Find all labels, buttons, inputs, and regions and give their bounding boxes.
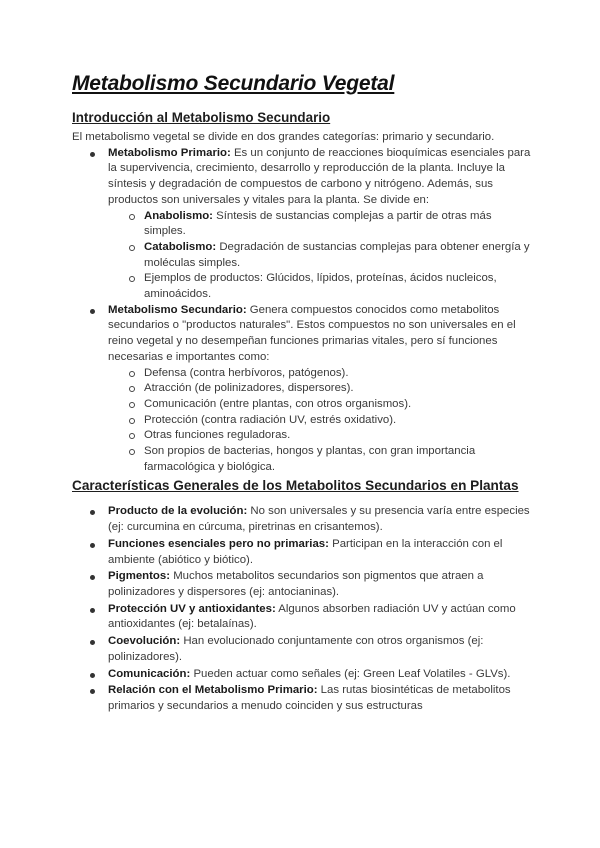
term-label: Producto de la evolución: — [108, 505, 248, 518]
term-label: Protección UV y antioxidantes: — [108, 602, 276, 615]
term-text: Síntesis de sustancias complejas a partir de otras más simples. — [144, 209, 492, 238]
list-item-primario — [72, 146, 532, 303]
sublist-item — [108, 271, 532, 302]
term-text: Muchos metabolitos secundarios son pigmentos que atraen a polinizadores y dispersores (ej: antocianinas). — [108, 570, 484, 598]
term-text: No son universales y su presencia varía entre especies (ej: curcumina en cúrcuma, piretrinas en crisantemos). — [108, 505, 530, 534]
list-item — [72, 667, 532, 683]
term-text: Participan en la interacción con el ambiente (abiótico y biótico). — [108, 537, 503, 566]
term-label: Relación con el Metabolismo Primario: — [108, 684, 318, 697]
primario-sublist — [108, 209, 532, 303]
list-item — [72, 569, 532, 600]
term-label: Funciones esenciales pero no primarias: — [108, 537, 329, 550]
term-label: Comunicación: — [108, 667, 191, 680]
section-heading-caracteristicas: Características Generales de los Metabolitos Secundarios en Plantas — [72, 478, 519, 494]
term-label: Pigmentos: — [108, 570, 171, 583]
term-text: Han evolucionado conjuntamente con otros organismos (ej: polinizadores). — [108, 635, 484, 663]
list-item — [72, 602, 532, 633]
sublist-item: Comunicación (entre plantas, con otros organismos). — [108, 397, 532, 413]
sublist-item: Son propios de bacterias, hongos y plantas, con gran importancia farmacológica y biológica. — [108, 444, 532, 475]
sublist-item — [108, 209, 532, 240]
caracteristicas-list — [72, 504, 532, 714]
sublist-item: Defensa (contra herbívoros, patógenos). — [108, 366, 532, 382]
term-text: Ejemplos de productos: Glúcidos, lípidos, proteínas, ácidos nucleicos, aminoácidos. — [144, 272, 497, 301]
term-text: Genera compuestos conocidos como metabolitos secundarios o "productos naturales". Estos compuestos no son universales en el reino vegetal y no desempeñan funciones primarias vitales, pero sí funciones necesarias e importantes como: — [108, 303, 516, 363]
term-label: Catabolismo: — [144, 240, 217, 253]
sublist-item: Otras funciones reguladoras. — [108, 428, 532, 444]
term-label: Metabolismo Secundario: — [108, 303, 247, 316]
section-heading-introduccion: Introducción al Metabolismo Secundario — [72, 110, 331, 125]
term-label: Anabolismo: — [144, 209, 213, 222]
list-item — [72, 504, 532, 535]
document-page — [72, 70, 532, 716]
term-text: Algunos absorben radiación UV y actúan como antioxidantes (ej: betalaínas). — [108, 602, 516, 631]
sublist-item — [108, 240, 532, 271]
sublist-item: Atracción (de polinizadores, dispersores). — [108, 381, 532, 397]
term-label: Coevolución: — [108, 635, 181, 648]
term-text: Pueden actuar como señales (ej: Green Leaf Volatiles - GLVs). — [190, 667, 511, 680]
metabolism-types-list — [72, 146, 532, 476]
intro-paragraph: El metabolismo vegetal se divide en dos grandes categorías: primario y secundario. — [72, 131, 495, 143]
list-item-secundario — [72, 303, 532, 476]
term-text: Es un conjunto de reacciones bioquímicas esenciales para la supervivencia, crecimiento, desarrollo y reproducción de la planta. Incluye la síntesis y degradación de compuestos de carbono y nitrógeno. Además, sus productos son universales y vitales para la planta. Se divide en: — [108, 146, 531, 206]
term-text: Las rutas biosintéticas de metabolitos primarios y secundarios a menudo coinciden y sus estructuras — [108, 684, 511, 712]
list-item — [72, 537, 532, 568]
term-text: Degradación de sustancias complejas para obtener energía y moléculas simples. — [144, 240, 530, 269]
list-item — [72, 683, 532, 714]
list-item — [72, 634, 532, 665]
secundario-sublist — [108, 366, 532, 476]
sublist-item: Protección (contra radiación UV, estrés oxidativo). — [108, 413, 532, 429]
term-label: Metabolismo Primario: — [108, 146, 231, 159]
document-title: Metabolismo Secundario Vegetal — [72, 72, 395, 95]
